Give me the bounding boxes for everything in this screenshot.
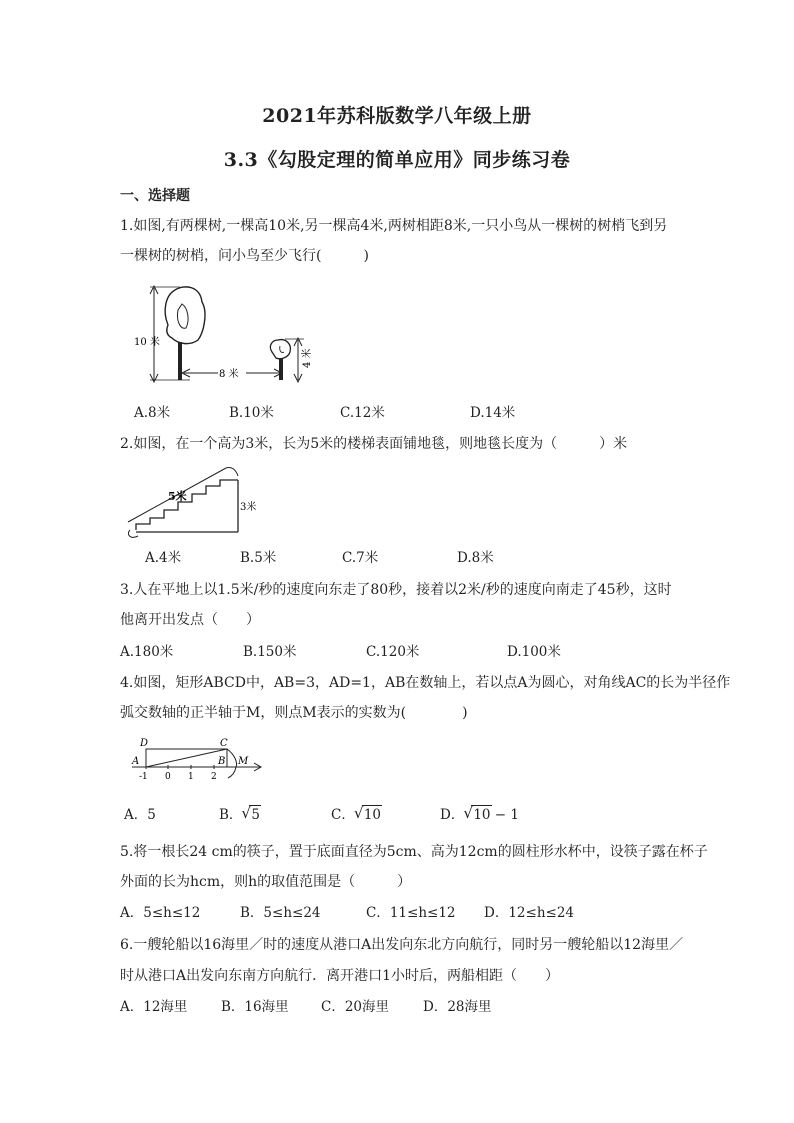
q4-label-m: M bbox=[238, 756, 249, 767]
q4-label-a: A bbox=[132, 756, 140, 767]
question-1-line1: 1.如图,有两棵树,一棵高10米,另一棵高4米,两树相距8米,一只小鸟从一棵树的树梢飞到另 bbox=[120, 218, 668, 234]
q2-option-b[interactable]: B.5米 bbox=[240, 550, 277, 566]
q1-option-d[interactable]: D.14米 bbox=[470, 405, 516, 421]
q4-tick-1: 1 bbox=[188, 772, 194, 780]
q1-option-b[interactable]: B.10米 bbox=[229, 405, 274, 421]
q4-option-a[interactable]: A．5 bbox=[124, 807, 156, 823]
document-title-line2: 3.3《勾股定理的简单应用》同步练习卷 bbox=[223, 149, 571, 171]
q6-option-b[interactable]: B．16海里 bbox=[221, 999, 289, 1015]
question-6-line2: 时从港口A出发向东南方向航行．离开港口1小时后，两船相距（ ） bbox=[120, 968, 560, 984]
question-6-line1: 6.一艘轮船以16海里／时的速度从港口A出发向东北方向航行，同时另一艘轮船以12海里／ bbox=[120, 937, 684, 953]
q5-option-b[interactable]: B．5≤h≤24 bbox=[240, 905, 321, 921]
q3-option-c[interactable]: C.120米 bbox=[366, 644, 420, 660]
question-2-line1: 2.如图，在一个高为3米，长为5米的楼梯表面铺地毯，则地毯长度为（ ）米 bbox=[120, 436, 628, 452]
q4-option-b[interactable] bbox=[219, 806, 260, 824]
q2-height-label: 3米 bbox=[240, 502, 257, 513]
q1-distance-label: 8 米 bbox=[219, 369, 239, 380]
q4-label-d: D bbox=[140, 738, 149, 749]
q1-small-label: 4 米 bbox=[302, 348, 313, 368]
question-1-figure bbox=[130, 280, 330, 385]
q2-option-d[interactable]: D.8米 bbox=[457, 550, 494, 566]
q3-option-d[interactable]: D.100米 bbox=[507, 644, 561, 660]
q4-label-c: C bbox=[220, 738, 228, 749]
q4-option-d-suffix: − 1 bbox=[490, 807, 519, 823]
q4-option-b-value: 5 bbox=[251, 807, 261, 823]
question-4-line1: 4.如图，矩形ABCD中，AB=3，AD=1，AB在数轴上，若以点A为圆心，对角线AC的长为半径作 bbox=[120, 675, 731, 691]
q2-option-a[interactable]: A.4米 bbox=[145, 550, 182, 566]
question-2-figure bbox=[122, 462, 262, 542]
q5-option-a[interactable]: A．5≤h≤12 bbox=[120, 905, 201, 921]
q4-tick-0: 0 bbox=[165, 772, 171, 780]
q2-option-c[interactable]: C.7米 bbox=[342, 550, 379, 566]
q6-option-a[interactable]: A．12海里 bbox=[120, 999, 188, 1015]
question-5-line2: 外面的长为hcm，则h的取值范围是（ ） bbox=[120, 874, 412, 890]
q5-option-d[interactable]: D．12≤h≤24 bbox=[484, 905, 574, 921]
q4-option-c-label: C． bbox=[331, 807, 355, 823]
question-4-figure bbox=[128, 734, 264, 780]
question-3-line1: 3.人在平地上以1.5米/秒的速度向东走了80秒，接着以2米/秒的速度向南走了45秒，这时 bbox=[120, 582, 672, 598]
section-heading: 一、选择题 bbox=[120, 188, 190, 204]
q5-option-c[interactable]: C．11≤h≤12 bbox=[366, 905, 456, 921]
q6-option-d[interactable]: D．28海里 bbox=[423, 999, 492, 1015]
sqrt-symbol: √ 10 bbox=[353, 804, 382, 823]
sqrt-symbol: √ 10 bbox=[463, 804, 491, 823]
question-1-line2: 一棵树的树梢，问小鸟至少飞行( ) bbox=[120, 248, 369, 264]
document-title-line1: 2021年苏科版数学八年级上册 bbox=[262, 105, 532, 127]
q4-tick-2: 2 bbox=[211, 772, 217, 780]
question-5-line1: 5.将一根长24 cm的筷子，置于底面直径为5cm、高为12cm的圆柱形水杯中，设筷子露在杯子 bbox=[120, 844, 708, 860]
q2-hyp-label: 5米 bbox=[168, 490, 187, 503]
q3-option-b[interactable]: B.150米 bbox=[243, 644, 297, 660]
q1-option-a[interactable]: A.8米 bbox=[134, 405, 171, 421]
question-3-line2: 他离开出发点（ ） bbox=[120, 612, 260, 628]
q1-height-label: 10 米 bbox=[134, 337, 160, 348]
q4-label-b: B bbox=[218, 756, 226, 767]
q1-option-c[interactable]: C.12米 bbox=[340, 405, 385, 421]
question-4-line2: 弧交数轴的正半轴于M，则点M表示的实数为( ) bbox=[120, 705, 468, 721]
q6-option-c[interactable]: C．20海里 bbox=[321, 999, 390, 1015]
q4-option-c[interactable] bbox=[331, 806, 381, 824]
q4-tick-minus1: -1 bbox=[139, 772, 148, 780]
q3-option-a[interactable]: A.180米 bbox=[120, 644, 174, 660]
q4-option-c-value: 10 bbox=[363, 807, 382, 823]
q4-option-d-value: 10 bbox=[473, 807, 491, 823]
q4-option-d[interactable] bbox=[440, 806, 519, 824]
q4-option-d-label: D． bbox=[440, 807, 465, 823]
sqrt-symbol: √ 5 bbox=[241, 804, 261, 823]
q4-option-b-label: B． bbox=[219, 807, 243, 823]
